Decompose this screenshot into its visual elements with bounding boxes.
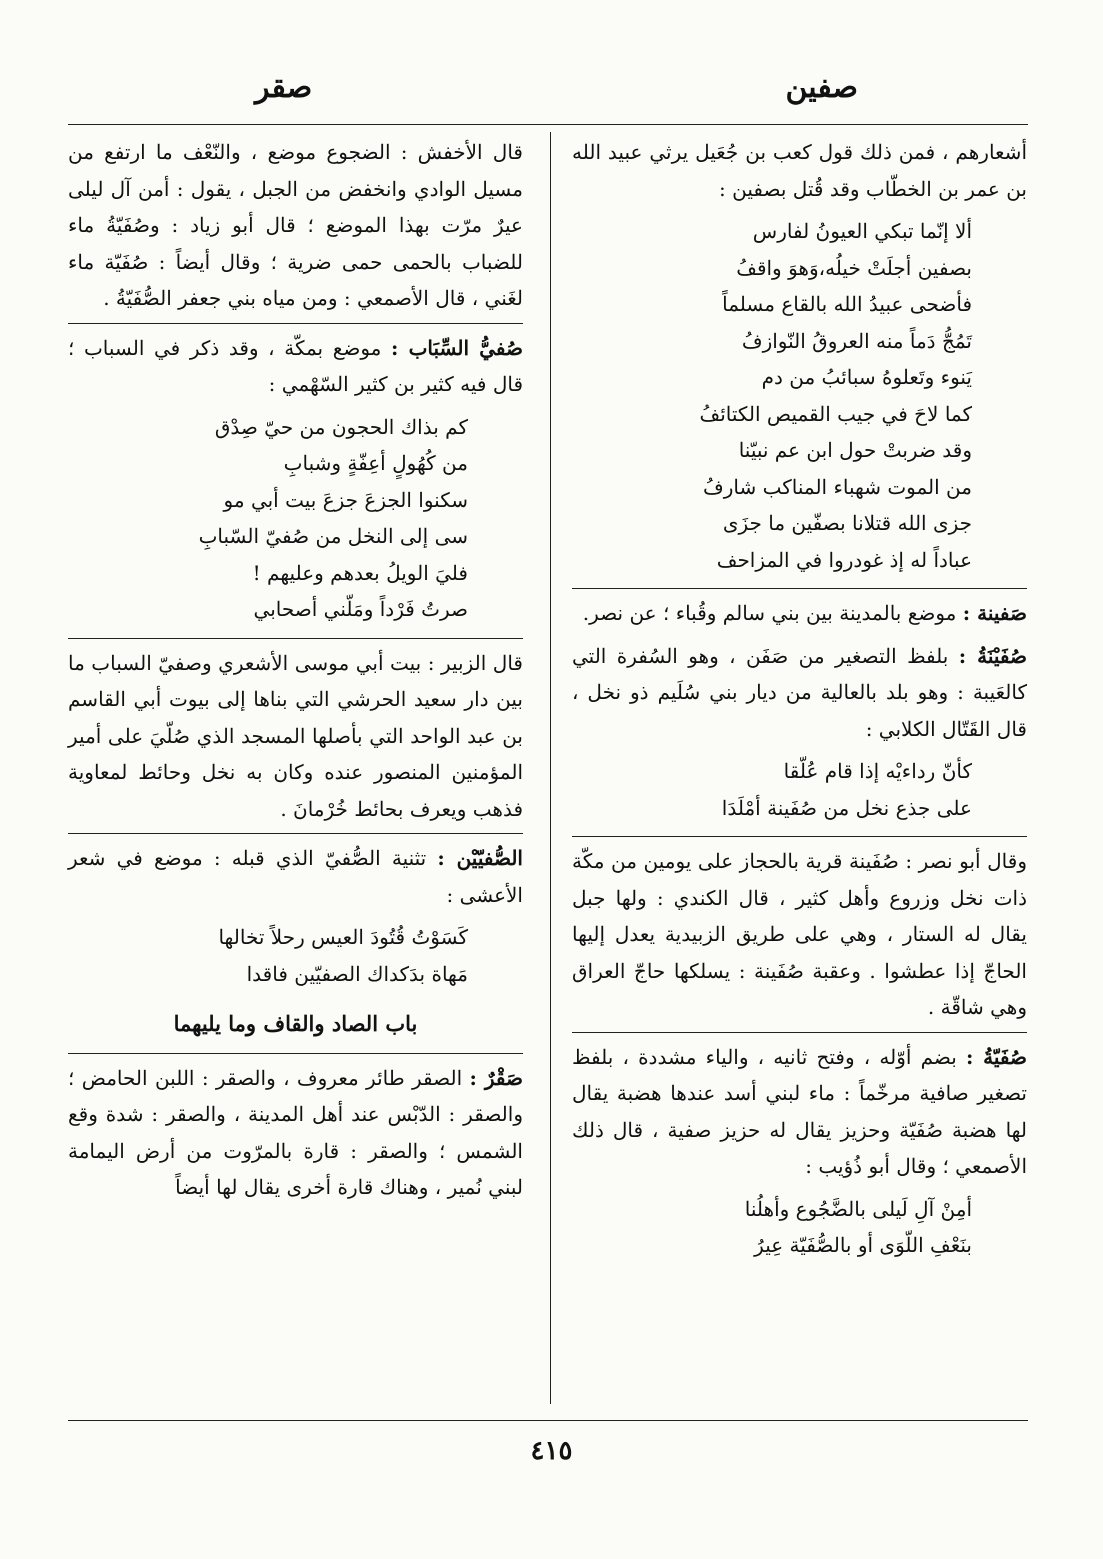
- verse-line: كَسَوْتُ قُتُودَ العيس رحلاً تخالها: [218, 925, 468, 949]
- headword: صُفَيّةُ :: [965, 1044, 1027, 1069]
- verse-line: تَمُجُّ دَماً منه العروقُ النّوازفُ: [741, 328, 972, 353]
- left-column: [68, 134, 523, 1212]
- verse-line: كما لاحَ في جيب القميص الكتائفُ: [699, 401, 972, 426]
- verse-line: أمِنْ آلِ لَيلى بالضَّجُوع وأهلُنا: [744, 1196, 972, 1221]
- intro-paragraph: أشعارهم ، فمن ذلك قول كعب بن جُعَيل يرثي عبيد الله بن عمر بن الخطّاب وقد قُتل بصفين :: [572, 140, 1027, 201]
- entry-alsufayyayn: [68, 840, 523, 913]
- entry-separator: [68, 833, 523, 834]
- headword: الصُّفيّيْن :: [437, 846, 523, 870]
- entry-text: الصقر طائر معروف ، والصقر : اللبن الحامض ؛ والصقر : الدّبْس عند أهل المدينة ، والصقر : شدة وقع الشمس ؛ والصقر : قارة بالمرّوت من أرض اليمامة لبني نُمير ، وهناك قارة أخرى يقال لها أيضاً: [68, 1065, 523, 1199]
- verse-line: كم بذاك الحجون من حيّ صِدْق: [214, 414, 468, 439]
- headword: صُفيُّ السِّبَاب :: [391, 335, 523, 360]
- entry-text: بلفظ التصغير من صَفَن ، وهو السُفرة التي كالعَيبة : وهو بلد بالعالية من ديار بني سُلَيم ذو نخل ، قال القَتّال الكلابي :: [572, 643, 1027, 741]
- bottom-rule: [68, 1420, 1028, 1421]
- section-title: باب الصاد والقاف وما يليهما: [173, 1011, 418, 1036]
- poem-kathir: [68, 409, 523, 628]
- page-number: ٤١٥: [530, 1436, 573, 1466]
- entry-safina: [572, 595, 1027, 632]
- verse-line: مَهاة بدَكداك الصفيّين فاقدا: [246, 961, 468, 986]
- header-right-title: صفين: [785, 70, 858, 105]
- headword: صَفينة :: [962, 601, 1027, 625]
- verse-line: من كُهُولٍ أعِفّةٍ وشبابِ: [283, 451, 468, 475]
- entry-separator: [68, 323, 523, 324]
- verse-line: فأضحى عبيدُ الله بالقاع مسلماً: [722, 292, 972, 316]
- verse-line: ألا إنّما تبكي العيونُ لفارس: [752, 219, 972, 243]
- verse-line: عباداً له إذ غودروا في المزاحف: [716, 547, 972, 572]
- right-column: [572, 134, 1027, 1274]
- entry-sufayna: [572, 638, 1027, 748]
- verse-line: سى إلى النخل من صُفيّ السّبابِ: [198, 524, 468, 548]
- entry-sufayy-alsibab: [68, 330, 523, 403]
- paragraph-akhfash: قال الأخفش : الضجوع موضع ، والنّعْف ما ارتفع من مسيل الوادي وانخفض من الجبل ، يقول : أمن آل ليلى عيرٌ مرّت بهذا الموضع ؛ قال أبو زياد : وصُفَيّةُ ماء للضباب بالحمى حمى ضرية ؛ وقال أيضاً : صُفَيّة ماء لغَني ، قال الأصمعي : ومن مياه بني جعفر الصُّفَيّةُ .: [68, 140, 523, 310]
- header-left-title: صقر: [255, 70, 313, 105]
- paragraph-zubayr: قال الزبير : بيت أبي موسى الأشعري وصفيّ السباب ما بين دار سعيد الحرشي التي بناها إلى بيوت أبي القاسم بن عبد الواحد التي بأصلها المسجد الذي صُلّيَ على أمير المؤمنين المنصور عنده وكان به نخل وحائط لمعاوية فذهب ويعرف بحائط خُرْمانَ .: [68, 650, 523, 821]
- verse-line: وقد ضربتْ حول ابن عم نبيّنا: [738, 438, 972, 462]
- verse-line: من الموت شهباء المناكب شارفُ: [703, 474, 972, 499]
- entry-sufayna-cont: وقال أبو نصر : صُفَينة قرية بالحجاز على يومين من مكّة ذات نخل وزروع وأهل كثير ، قال الكندي : ولها جبل يقال له الستار ، وهي على طريق الزبيدية يعدل إليها الحاجّ إذا عطشوا . وعقبة صُفَينة : يسلكها حاجّ العراق وهي شاقّة .: [572, 849, 1027, 1019]
- poem-asha: [68, 919, 523, 992]
- verse-line: فليَ الويلُ بعدهم وعليهم !: [252, 560, 468, 585]
- poem-qattal: [572, 753, 1027, 826]
- verse-line: بصفين أجلَتْ خيلُه،وَهوَ واقفُ: [736, 255, 972, 280]
- verse-line: على جذع نخل من صُفَينة أمْلَدَا: [721, 795, 972, 820]
- verse-line: جزى الله قتلانا بصفّين ما جزَى: [722, 511, 972, 535]
- entry-separator: [68, 638, 523, 639]
- entry-separator: [572, 1032, 1027, 1033]
- headword: صَقْرٌ :: [469, 1065, 523, 1090]
- entry-sufayya: [572, 1039, 1027, 1185]
- entry-text: موضع بمكّة ، وقد ذكر في السباب ؛ قال فيه كثير بن كثير السّهْمي :: [68, 335, 523, 396]
- verse-line: سكنوا الجزعَ جزعَ بيت أبي مو: [223, 487, 468, 512]
- top-rule: [68, 124, 1028, 125]
- verse-line: يَنوء وتَعلوهُ سبائبُ من دم: [761, 365, 972, 389]
- verse-line: بنَعْفِ اللّوَى أو بالصُّفَيّة عِيرُ: [754, 1233, 972, 1257]
- entry-saqr: [68, 1060, 523, 1206]
- poem-abu-dhuayb: [572, 1191, 1027, 1264]
- verse-line: صرتُ فَرْداً ومَلّني أصحابي: [253, 597, 468, 621]
- column-divider: [550, 132, 551, 1404]
- verse-line: كأنّ رداءيْه إذا قام عُلّقا: [783, 759, 972, 783]
- headword: صُفَيْنَةُ :: [958, 643, 1027, 668]
- entry-separator: [572, 588, 1027, 589]
- entry-separator: [572, 836, 1027, 837]
- entry-separator: [68, 1053, 523, 1054]
- entry-text: موضع بالمدينة بين بني سالم وقُباء ؛ عن نصر.: [582, 601, 963, 625]
- poem-kaab: [572, 213, 1027, 578]
- entry-text: بضم أوّله ، وفتح ثانيه ، والياء مشددة ، بلفظ تصغير صافية مرخّماً : ماء لبني أسد عندها هضبة يقال لها هضبة صُفَيّة وحزيز يقال له حزيز صفية ، قال ذلك الأصمعي ؛ وقال أبو ذُؤيب :: [572, 1044, 1027, 1178]
- entry-text: تثنية الصُّفيّ الذي قبله : موضع في شعر الأعشى :: [68, 846, 523, 907]
